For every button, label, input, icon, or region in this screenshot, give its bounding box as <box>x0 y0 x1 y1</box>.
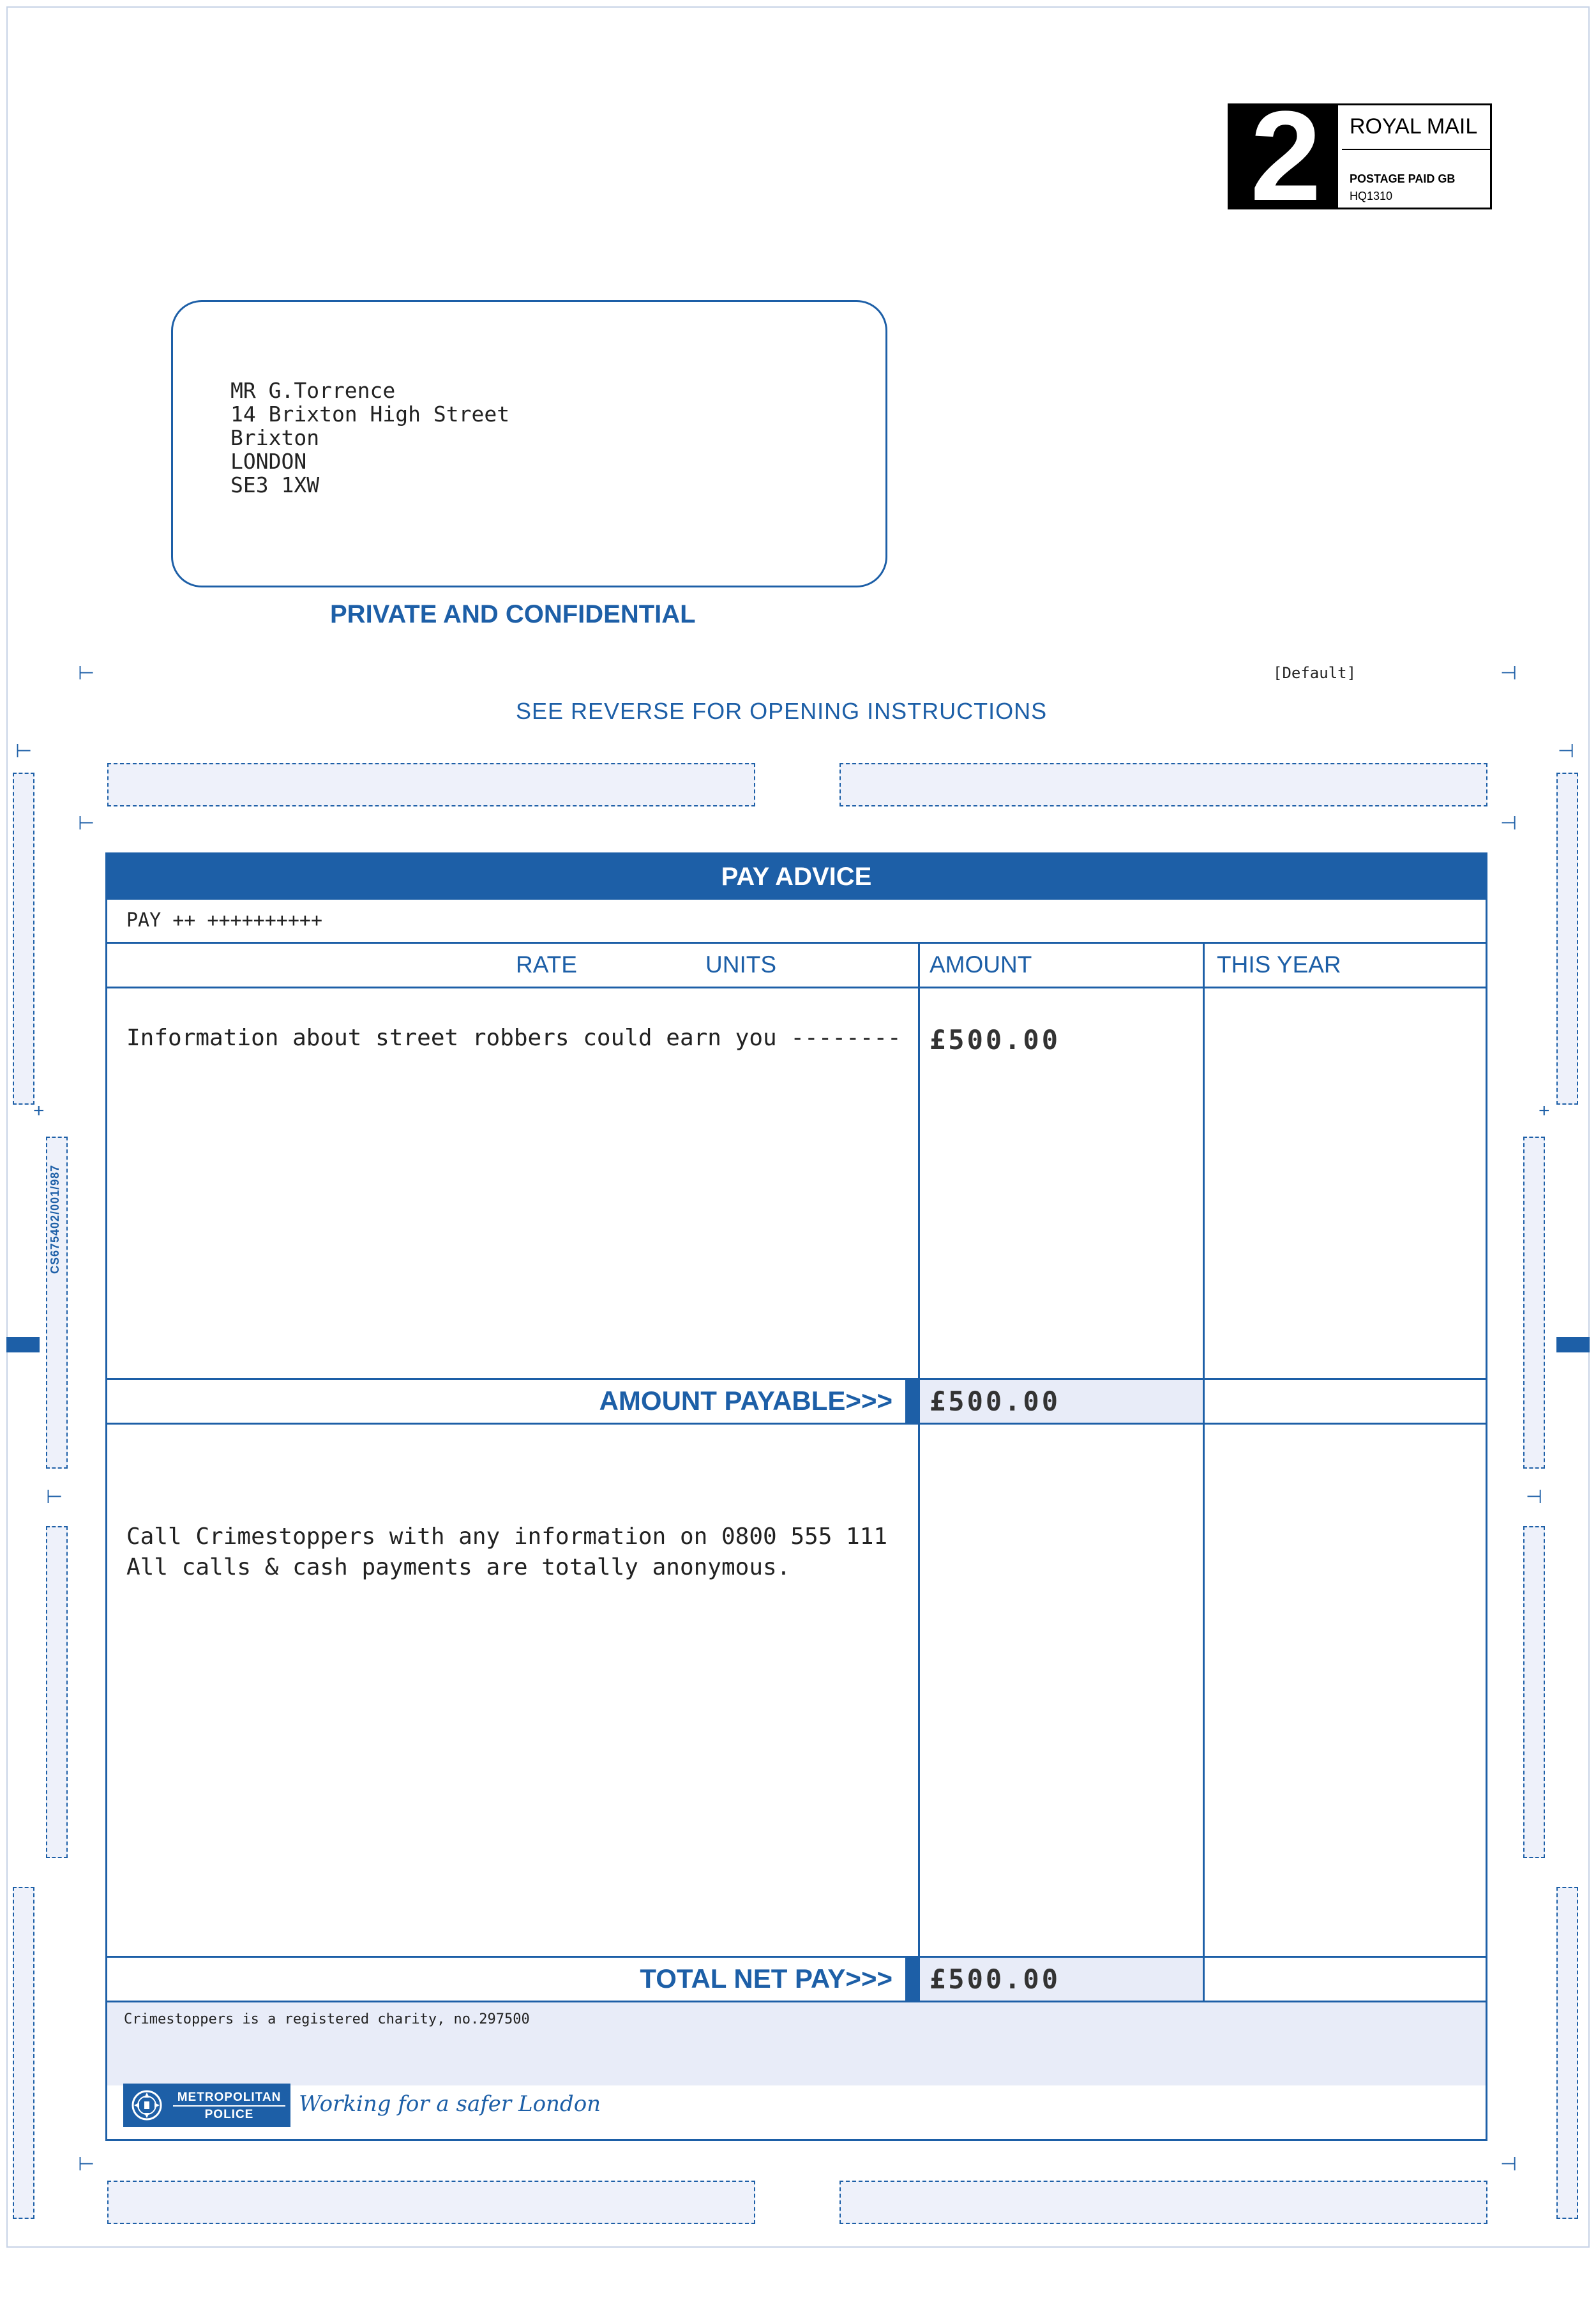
pay-reference: PAY ++ ++++++++++ <box>126 909 323 932</box>
registration-tick: ⊣ <box>1558 741 1575 762</box>
perforation-left-4 <box>13 1887 34 2219</box>
perforation-right-3 <box>1523 1526 1545 1858</box>
column-amount: AMOUNT <box>930 951 1032 978</box>
address-line: SE3 1XW <box>230 473 320 497</box>
item-amount: £500.00 <box>930 1024 1061 1056</box>
perforation-left-1 <box>13 773 34 1105</box>
total-net-pay-value: £500.00 <box>930 1964 1061 1995</box>
amount-payable-marker <box>905 1380 918 1423</box>
registration-tick: ⊣ <box>1526 1487 1543 1508</box>
fold-mark-left <box>6 1337 40 1352</box>
column-units: UNITS <box>705 951 776 978</box>
address-line: 14 Brixton High Street <box>230 402 510 427</box>
address-line: LONDON <box>230 449 307 474</box>
address-line: MR G.Torrence <box>230 378 396 403</box>
address-line: Brixton <box>230 425 320 450</box>
stamp-service: ROYAL MAIL <box>1350 114 1478 139</box>
total-net-marker <box>905 1958 918 2001</box>
form-reference-code: CS675402/001/987 <box>49 1164 61 1274</box>
registration-tick: ⊢ <box>78 663 95 684</box>
perforation-left-3 <box>46 1526 68 1858</box>
amount-payable-value: £500.00 <box>930 1386 1061 1417</box>
item-description: Information about street robbers could earn you -------- <box>126 1025 901 1051</box>
met-police-crest-icon <box>128 2089 165 2122</box>
row-divider <box>107 942 1486 944</box>
amount-payable-label: AMOUNT PAYABLE>>> <box>599 1386 892 1416</box>
tear-strip-top-right <box>839 763 1487 806</box>
registration-tick: ⊣ <box>1500 663 1517 684</box>
met-slogan: Working for a safer London <box>299 2091 601 2117</box>
perforation-right-2 <box>1523 1137 1545 1469</box>
met-line-1: METROPOLITAN <box>177 2091 282 2104</box>
met-police-wordmark <box>173 2089 285 2122</box>
charity-note: Crimestoppers is a registered charity, no.297500 <box>124 2011 530 2027</box>
side-code-wrapper <box>49 1108 61 1274</box>
row-divider <box>107 1956 1486 1958</box>
row-divider <box>107 1423 1486 1425</box>
crimestoppers-notes <box>126 1522 887 1583</box>
registration-tick: ⊣ <box>1500 2154 1517 2175</box>
note-line: Call Crimestoppers with any information on 0800 555 111 <box>126 1524 888 1550</box>
met-line-2: POLICE <box>173 2105 285 2122</box>
column-this-year: THIS YEAR <box>1217 951 1341 978</box>
total-net-pay-label: TOTAL NET PAY>>> <box>640 1964 892 1994</box>
private-confidential-label: PRIVATE AND CONFIDENTIAL <box>330 600 696 628</box>
registration-cross: + <box>1539 1100 1550 1121</box>
tear-strip-top-left <box>107 763 755 806</box>
address-window <box>171 300 887 587</box>
perforation-right-1 <box>1556 773 1578 1105</box>
perforation-right-4 <box>1556 1887 1578 2219</box>
tear-strip-bottom-right <box>839 2181 1487 2224</box>
stamp-postage-line: POSTAGE PAID GB <box>1350 172 1456 185</box>
row-divider <box>107 1378 1486 1380</box>
stamp-licence: HQ1310 <box>1350 190 1393 202</box>
column-rate: RATE <box>516 951 577 978</box>
opening-instructions: SEE REVERSE FOR OPENING INSTRUCTIONS <box>516 698 1048 724</box>
registration-tick: ⊢ <box>78 813 95 834</box>
registration-tick: ⊢ <box>46 1487 63 1508</box>
registration-tick: ⊢ <box>15 741 33 762</box>
tear-strip-bottom-left <box>107 2181 755 2224</box>
row-divider <box>107 987 1486 988</box>
registration-tick: ⊢ <box>78 2154 95 2175</box>
column-divider <box>918 942 920 2001</box>
note-line: All calls & cash payments are totally anonymous. <box>126 1554 791 1580</box>
default-tag: [Default] <box>1273 664 1357 682</box>
registration-tick: ⊣ <box>1500 813 1517 834</box>
column-divider <box>1203 942 1205 2001</box>
registration-cross: + <box>33 1100 45 1121</box>
royal-mail-stamp <box>1228 85 1492 227</box>
recipient-address <box>230 379 509 497</box>
pay-advice-title: PAY ADVICE <box>107 854 1486 900</box>
fold-mark-right <box>1556 1337 1590 1352</box>
stamp-class-number: 2 <box>1230 105 1338 208</box>
stamp-divider <box>1342 149 1492 150</box>
met-police-logo <box>123 2084 290 2127</box>
pay-advice <box>105 852 1487 2141</box>
